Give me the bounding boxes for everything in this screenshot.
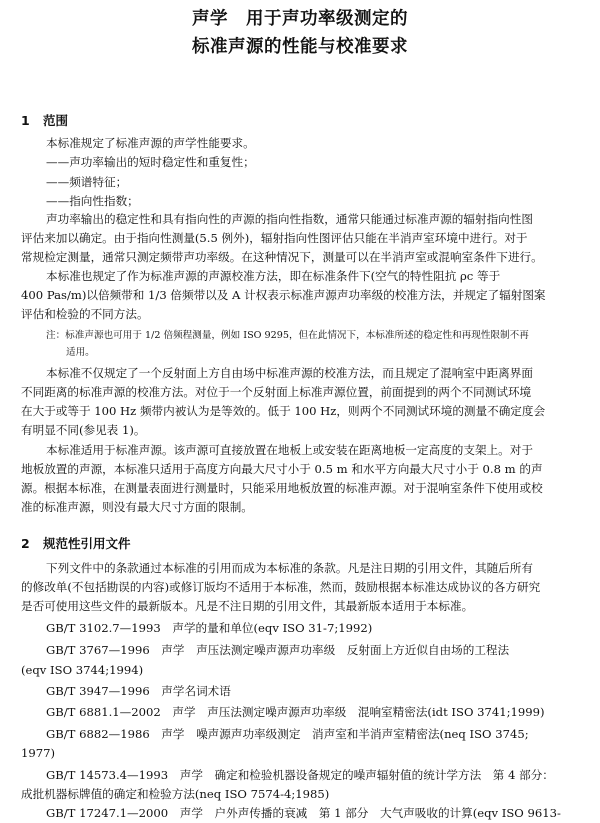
paragraph-line: 本标准不仅规定了一个反射面上方自由场中标准声源的校准方法，而且规定了混响室中距离界面	[46, 366, 533, 380]
paragraph-line: 评估和检验的不同方法。	[21, 307, 149, 321]
paragraph-line: 不同距离的标准声源的校准方法。对位于一个反射面上标准声源位置，前面提到的两个不同测试环境	[21, 385, 532, 399]
paragraph-line: 本标准适用于标准声源。该声源可直接放置在地板上或安装在距离地板一定高度的支架上。对于	[46, 443, 533, 457]
section2-number: 2	[21, 536, 30, 551]
note-line: 适用。	[66, 347, 95, 358]
list-item: ——频谱特征；	[46, 175, 128, 189]
reference-item: GB/T 6882—1986 声学 噪声源声功率级测定 消声室和半消声室精密法(neq ISO 3745;	[46, 727, 529, 741]
document-title-line2: 标准声源的性能与校准要求	[192, 37, 408, 57]
paragraph-line: 评估来加以确定。由于指向性测量(5.5 例外)，辐射指向性图评估只能在半消声室环境中进行。对于	[21, 231, 528, 245]
reference-item: GB/T 3947—1996 声学名词术语	[46, 684, 231, 698]
reference-item: GB/T 14573.4—1993 声学 确定和检验机器设备规定的噪声辐射值的统计学方法 第 4 部分：	[46, 768, 554, 782]
paragraph-line: 有明显不同(参见表 1)。	[21, 423, 146, 437]
note-line: 注：标准声源也可用于 1/2 倍频程测量，例如 ISO 9295，但在此情况下，本标准所述的稳定性和再现性限制不再	[46, 330, 529, 341]
reference-item: GB/T 6881.1—2002 声学 声压法测定噪声源声功率级 混响室精密法(idt ISO 3741;1999)	[46, 705, 545, 719]
paragraph-line: 地板放置的声源，本标准只适用于高度方向最大尺寸小于 0.5 m 和水平方向最大尺寸小于 0.8 m 的声	[21, 462, 543, 476]
section1-number: 1	[21, 113, 30, 128]
reference-item-continued: 1977)	[21, 746, 56, 760]
document-title-line1: 声学 用于声功率级测定的	[192, 9, 408, 29]
section2-heading	[21, 534, 131, 552]
list-item: ——声功率输出的短时稳定性和重复性；	[46, 155, 255, 169]
section1-title: 范围	[43, 113, 69, 128]
paragraph-line: 是否可使用这些文件的最新版本。凡是不注日期的引用文件，其最新版本适用于本标准。	[21, 599, 474, 613]
list-item: ——指向性指数；	[46, 194, 139, 208]
paragraph-line: 本标准也规定了作为标准声源的声源校准方法，即在标准条件下(空气的特性阻抗 ρc 等于	[46, 269, 501, 283]
paragraph-line: 常规检定测量，通常只测定频带声功率级。在这种情况下，测量可以在半消声室或混响室条件下进行。	[21, 250, 543, 264]
paragraph-line: 本标准规定了标准声源的声学性能要求。	[46, 136, 255, 150]
paragraph-line: 400 Pas/m)以倍频带和 1/3 倍频带以及 A 计权表示标准声源声功率级的校准方法，并规定了辐射图案	[21, 288, 546, 302]
reference-item: GB/T 17247.1—2000 声学 户外声传播的衰减 第 1 部分 大气声吸收的计算(eqv ISO 9613-	[46, 806, 561, 820]
paragraph-line: 准的标准声源，则没有最大尺寸方面的限制。	[21, 500, 253, 514]
paragraph-line: 下列文件中的条款通过本标准的引用而成为本标准的条款。凡是注日期的引用文件，其随后所有	[46, 561, 533, 575]
reference-item-continued: (eqv ISO 3744;1994)	[21, 663, 144, 677]
paragraph-line: 声功率输出的稳定性和具有指向性的声源的指向性指数，通常只能通过标准声源的辐射指向性图	[46, 212, 533, 226]
section1-heading	[21, 111, 68, 129]
reference-item-continued: 成批机器标牌值的确定和检验方法(neq ISO 7574-4;1985)	[21, 787, 330, 801]
paragraph-line: 源。根据本标准，在测量表面进行测量时，只能采用地板放置的标准声源。对于混响室条件下使用或校	[21, 481, 543, 495]
reference-item: GB/T 3767—1996 声学 声压法测定噪声源声功率级 反射面上方近似自由场的工程法	[46, 643, 510, 657]
paragraph-line: 在大于或等于 100 Hz 频带内被认为是等效的。低于 100 Hz，则两个不同测试环境的测量不确定度会	[21, 404, 546, 418]
paragraph-line: 的修改单(不包括勘误的内容)或修订版均不适用于本标准，然而，鼓励根据本标准达成协议的各方研究	[21, 580, 541, 594]
reference-item: GB/T 3102.7—1993 声学的量和单位(eqv ISO 31-7;1992)	[46, 621, 373, 635]
section2-title: 规范性引用文件	[43, 536, 131, 551]
